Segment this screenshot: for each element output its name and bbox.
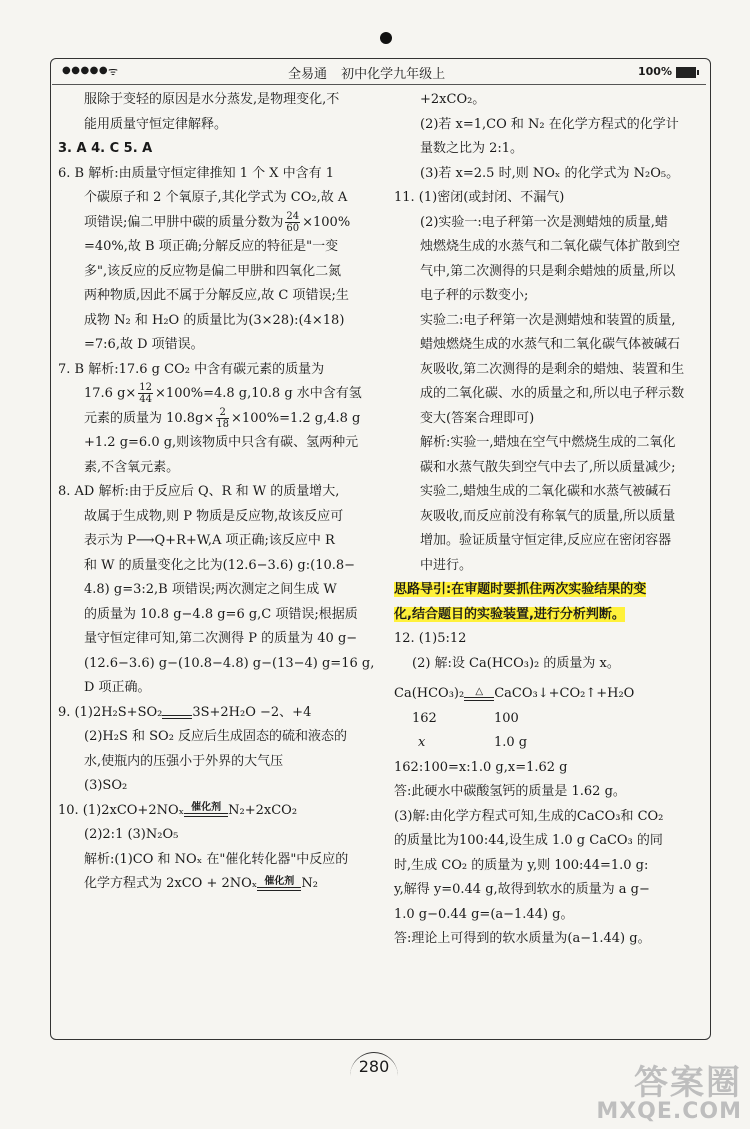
text-line: =40%,故 B 项正确;分解反应的特征是"一变	[84, 239, 339, 254]
text-line: 1.0 g−0.44 g=(a−1.44) g。	[394, 906, 574, 922]
text-line: (2)实验一:电子秤第一次是测蜡烛的质量,蜡	[420, 214, 668, 230]
text-line: 和 W 的质量变化之比为(12.6−3.6) g:(10.8−	[84, 557, 356, 573]
equals-sign	[162, 715, 192, 725]
answer-3-4-5: 3. A 4. C 5. A	[58, 141, 153, 156]
answer-8: 8. AD 解析:由于反应后 Q、R 和 W 的质量增大,	[58, 484, 340, 499]
text-line: 答:此硬水中碳酸氢钙的质量是 1.62 g。	[394, 784, 626, 799]
chemical-equation: Ca(HCO₃)₂ △ CaCO₃↓+CO₂↑+H₂O	[394, 682, 698, 707]
text-line: (2) 解:设 Ca(HCO₃)₂ 的质量为 x。	[412, 655, 620, 671]
text-line: 能用质量守恒定律解释。	[84, 116, 228, 132]
molar-mass-row: 162 100	[412, 710, 519, 726]
text-line: (2)2:1 (3)N₂O₅	[84, 827, 179, 842]
signal-icon: ●●●●●	[62, 65, 109, 76]
text-line: 蜡烛燃烧生成的水蒸气和二氧化碳气体被碱石	[420, 337, 681, 352]
text-line: 答:理论上可得到的软水质量为(a−1.44) g。	[394, 931, 651, 946]
text-line: (2)H₂S 和 SO₂ 反应后生成固态的硫和液态的	[84, 729, 348, 744]
text-line: 量数之比为 2:1。	[420, 141, 524, 156]
text-line: 多",该反应的反应物是偏二甲肼和四氧化二氮	[84, 263, 342, 279]
hint-line: 化,结合题目的实验装置,进行分析判断。	[394, 606, 625, 622]
text-line: 表示为 P⟶Q+R+W,A 项正确;该反应中 R	[84, 533, 335, 548]
page-number: 280	[350, 1052, 398, 1081]
text-line: (3)SO₂	[84, 778, 128, 793]
answer-7: 7. B 解析:17.6 g CO₂ 中含有碳元素的质量为	[58, 361, 325, 377]
right-column	[394, 88, 698, 952]
answer-12: 12. (1)5:12	[394, 631, 467, 646]
status-bar	[58, 62, 698, 84]
text-line: 水,使瓶内的压强小于外界的大气压	[84, 753, 284, 769]
left-column	[58, 88, 375, 897]
text-line: (2)若 x=1,CO 和 N₂ 在化学方程式的化学计	[420, 116, 679, 132]
text-line: 两种物质,因此不属于分解反应,故 C 项错误;生	[84, 288, 349, 303]
text-line: 解析:(1)CO 和 NOₓ 在"催化转化器"中反应的	[84, 851, 349, 867]
text-line: 故属于生成物,则 P 物质是反应物,故该反应可	[84, 508, 344, 524]
device-camera	[380, 32, 392, 44]
text-line: 的质量比为100:44,设生成 1.0 g CaCO₃ 的同	[394, 833, 663, 848]
fraction: $\frac{12}{44}$	[139, 382, 153, 405]
fraction: $\frac{2}{18}$	[216, 406, 230, 430]
text-line: 元素的质量为 10.8g× $\frac{2}{18}$ ×100%=1.2 g,4.8 g	[84, 406, 361, 430]
hint-line: 思路导引:在审题时要抓住两次实验结果的变	[394, 582, 647, 597]
text-line: 成的二氧化碳、水的质量之和,所以电子秤示数	[420, 386, 685, 401]
text-line: 烛燃烧生成的水蒸气和二氧化碳气体扩散到空	[420, 239, 681, 254]
text-line: 项错误;偏二甲肼中碳的质量分数为 $\frac{24}{60}$ ×100%	[84, 210, 351, 234]
text-line: 实验二:电子秤第一次是测蜡烛和装置的质量,	[420, 312, 676, 328]
text-line: +2xCO₂。	[420, 92, 486, 107]
heat-sign: △	[464, 687, 494, 707]
battery-icon	[676, 67, 696, 78]
text-line: 化学方程式为 2xCO + 2NOₓ 催化剂 N₂	[58, 872, 358, 897]
text-line: 服除于变轻的原因是水分蒸发,是物理变化,不	[84, 92, 340, 107]
text-line: 量守恒定律可知,第二次测得 P 的质量为 40 g−	[84, 631, 358, 646]
text-line: 灰吸收,第二次测得的是剩余的蜡烛、装置和生	[420, 361, 685, 377]
wifi-icon: ᯤ	[108, 65, 119, 78]
answer-11: 11. (1)密闭(或封闭、不漏气)	[394, 190, 565, 205]
answer-6: 6. B 解析:由质量守恒定律推知 1 个 X 中含有 1	[58, 165, 335, 181]
text-line: 实验二,蜡烛生成的二氧化碳和水蒸气被碱石	[420, 484, 672, 499]
text-line: =7:6,故 D 项错误。	[84, 337, 204, 352]
answer-9: 9. (1)2H₂S+SO₂ 3S+2H₂O −2、+4	[58, 701, 358, 726]
text-line: 中进行。	[420, 557, 473, 573]
text-line: (3)解:由化学方程式可知,生成的CaCO₃和 CO₂	[394, 808, 664, 824]
text-line: 的质量为 10.8 g−4.8 g=6 g,C 项错误;根据质	[84, 606, 358, 622]
text-line: 电子秤的示数变小;	[420, 288, 529, 303]
text-line: 成物 N₂ 和 H₂O 的质量比为(3×28):(4×18)	[84, 312, 345, 328]
header-divider	[52, 84, 706, 85]
text-line: 解析:实验一,蜡烛在空气中燃烧生成的二氧化	[420, 435, 676, 450]
text-line: (12.6−3.6) g−(10.8−4.8) g−(13−4) g=16 g,	[84, 655, 375, 671]
text-line: 个碳原子和 2 个氧原子,其化学式为 CO₂,故 A	[84, 190, 348, 205]
text-line: 变大(答案合理即可)	[420, 410, 535, 426]
text-line: 灰吸收,而反应前没有称氧气的质量,所以质量	[420, 508, 676, 524]
text-line: 时,生成 CO₂ 的质量为 y,则 100:44=1.0 g:	[394, 857, 649, 873]
text-line: 增加。验证质量守恒定律,反应应在密闭容器	[420, 533, 672, 548]
book-title: 全易通 初中化学九年级上	[288, 67, 446, 82]
text-line: y,解得 y=0.44 g,故得到软水的质量为 a g−	[394, 882, 650, 897]
battery-percent: 100%	[638, 65, 672, 78]
text-line: 4.8) g=3:2,B 项错误;两次测定之间生成 W	[84, 582, 337, 597]
text-line: 气中,第二次测得的只是剩余蜡烛的质量,所以	[420, 263, 676, 279]
text-line: 162:100=x:1.0 g,x=1.62 g	[394, 759, 568, 775]
watermark-logo: 答案圈 MXQE.COM	[596, 1063, 742, 1124]
answer-10: 10. (1)2xCO+2NOₓ 催化剂 N₂+2xCO₂	[58, 799, 358, 824]
text-line: (3)若 x=2.5 时,则 NOₓ 的化学式为 N₂O₅。	[420, 165, 680, 181]
catalyst-sign: 催化剂	[257, 877, 301, 897]
text-line: D 项正确。	[84, 680, 151, 695]
fraction: $\frac{24}{60}$	[286, 210, 300, 234]
text-line: 17.6 g× $\frac{12}{44}$ ×100%=4.8 g,10.8 g 水中含有氢	[84, 382, 362, 405]
text-line: 素,不含氧元素。	[84, 459, 180, 475]
text-line: 碳和水蒸气散失到空气中去了,所以质量减少;	[420, 459, 676, 475]
variable-row: x 1.0 g	[418, 735, 528, 750]
text-line: +1.2 g=6.0 g,则该物质中只含有碳、氢两种元	[84, 435, 359, 450]
catalyst-sign: 催化剂	[184, 803, 228, 823]
